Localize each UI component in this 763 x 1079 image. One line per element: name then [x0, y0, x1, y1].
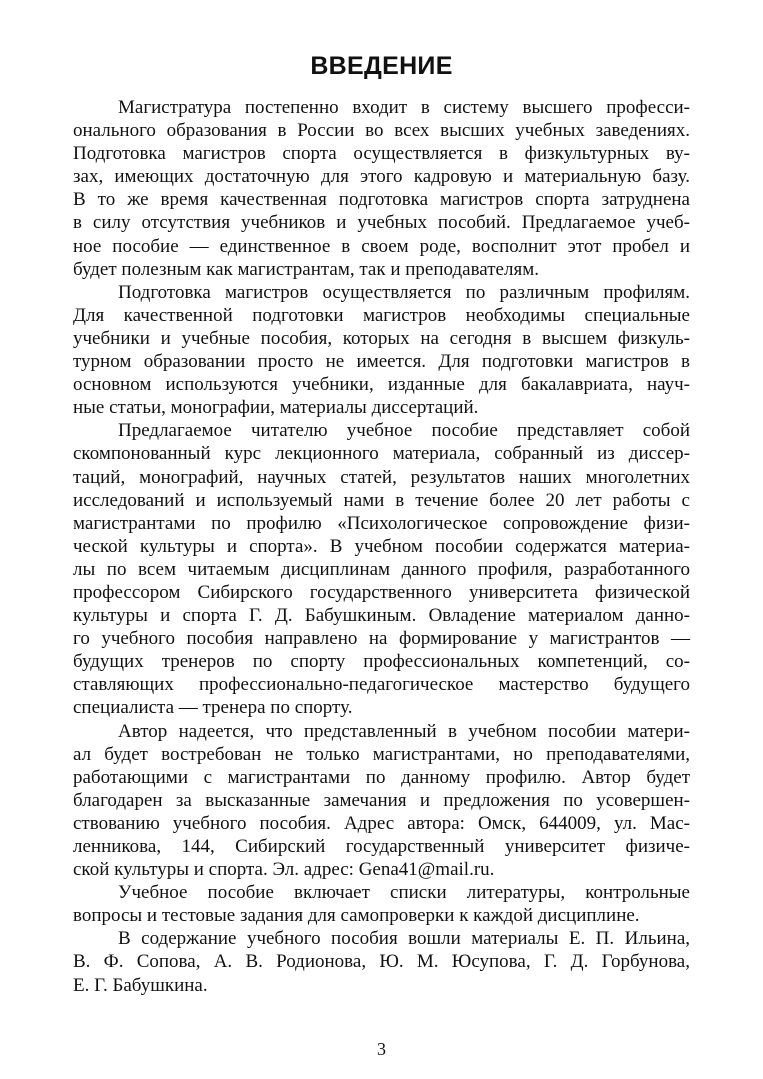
text-line: вопросы и тестовые задания для самопроверки к каждой дисциплине.: [73, 905, 640, 927]
text-line: Подготовка магистров осуществляется по различным профилям.: [118, 281, 690, 303]
text-line: В содержание учебного пособия вошли материалы Е. П. Ильина,: [118, 928, 690, 950]
text-line: В то же время качественная подготовка магистров спорта затруднена: [73, 189, 690, 211]
text-line: ные статьи, монографии, материалы диссертаций.: [73, 397, 479, 419]
paragraph: [73, 881, 690, 927]
text-line: зах, имеющих достаточную для этого кадровую и материальную базу.: [73, 166, 690, 188]
text-line: специалиста — тренера по спорту.: [73, 697, 353, 719]
text-line: Подготовка магистров спорта осуществляется в физкультурных ву-: [73, 143, 690, 165]
page-number: 3: [377, 1039, 386, 1059]
text-line: будущих тренеров по спорту профессиональных компетенций, со-: [73, 651, 690, 673]
text-line: ствованию учебного пособия. Адрес автора: Омск, 644009, ул. Мас-: [73, 812, 690, 834]
text-line: лы по всем читаемым дисциплинам данного профиля, разработанного: [73, 558, 690, 580]
text-line: В. Ф. Сопова, А. В. Родионова, Ю. М. Юсупова, Г. Д. Горбунова,: [73, 951, 690, 973]
text-line: Е. Г. Бабушкина.: [73, 974, 208, 996]
text-line: го учебного пособия направлено на формирование у магистрантов —: [73, 628, 690, 650]
text-line: учебники и учебные пособия, которых на сегодня в высшем физкуль-: [73, 327, 690, 349]
text-line: таций, монографий, научных статей, результатов наших многолетних: [73, 466, 690, 488]
text-line: ческой культуры и спорта». В учебном пособии содержатся материа-: [73, 535, 690, 557]
paragraph: [73, 281, 690, 420]
text-line: будет полезным как магистрантам, так и преподавателям.: [73, 258, 539, 280]
text-line: магистрантами по профилю «Психологическое сопровождение физи-: [73, 512, 690, 534]
body-text: [73, 96, 690, 997]
text-line: ской культуры и спорта. Эл. адрес: Gena41@mail.ru.: [73, 859, 495, 881]
text-line: Для качественной подготовки магистров необходимы специальные: [73, 304, 690, 326]
text-line: исследований и используемый нами в течение более 20 лет работы с: [73, 489, 690, 511]
text-line: ставляющих профессионально-педагогическое мастерство будущего: [73, 674, 690, 696]
paragraph: [73, 96, 690, 281]
text-line: ленникова, 144, Сибирский государственный университет физиче-: [73, 836, 690, 857]
text-line: профессором Сибирского государственного университета физической: [73, 581, 690, 603]
page-title: ВВЕДЕНИЕ: [310, 52, 453, 80]
text-line: Учебное пособие включает списки литературы, контрольные: [118, 882, 690, 904]
text-line: скомпонованный курс лекционного материала, собранный из диссер-: [73, 443, 690, 465]
text-line: Предлагаемое читателю учебное пособие представляет собой: [118, 420, 690, 442]
text-line: в силу отсутствия учебников и учебных пособий. Предлагаемое учеб-: [73, 212, 690, 234]
text-line: благодарен за высказанные замечания и предложения по усовершен-: [73, 789, 690, 811]
paragraph: [73, 927, 690, 996]
paragraph: [73, 720, 690, 882]
text-line: онального образования в России во всех высших учебных заведениях.: [73, 120, 690, 142]
paragraph: [73, 419, 690, 719]
text-line: культуры и спорта Г. Д. Бабушкиным. Овладение материалом данно-: [73, 605, 690, 627]
text-line: ал будет востребован не только магистрантами, но преподавателями,: [73, 743, 690, 765]
text-line: ное пособие — единственное в своем роде, восполнит этот пробел и: [73, 235, 690, 257]
text-line: Магистратура постепенно входит в систему высшего професси-: [118, 97, 690, 118]
text-line: основном используются учебники, изданные для бакалавриата, науч-: [73, 374, 690, 396]
text-line: Автор надеется, что представленный в учебном пособии матери-: [118, 720, 690, 742]
text-line: турном образовании просто не имеется. Для подготовки магистров в: [73, 351, 690, 373]
text-line: работающими с магистрантами по данному профилю. Автор будет: [73, 766, 690, 788]
